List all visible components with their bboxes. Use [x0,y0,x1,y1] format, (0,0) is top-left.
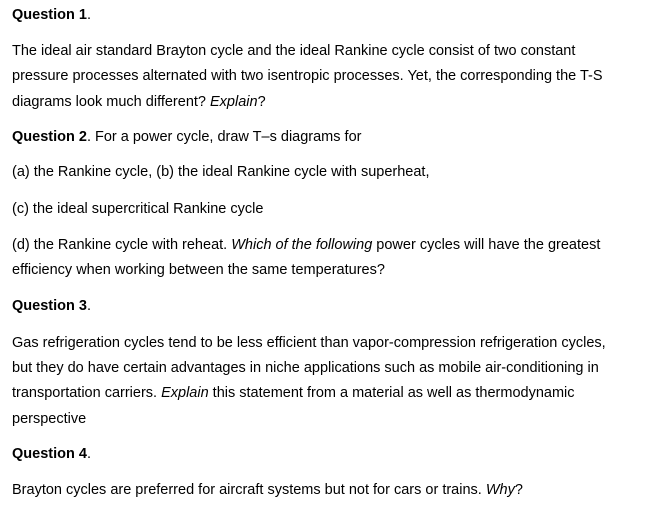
question-4-heading [12,445,91,463]
question-4-emphasis: Why [485,482,515,498]
question-3-line-3 [12,384,575,402]
question-1-line-2: pressure processes alternated with two isentropic processes. Yet, the corresponding the T-S [12,68,603,84]
question-2-part-d [12,236,600,254]
question-2-label: Question 2 [12,129,87,145]
question-3-heading [12,297,91,315]
question-3-line-1: Gas refrigeration cycles tend to be less efficient than vapor-compression refrigeration cycles, [12,335,606,351]
question-4-line-1-text: Brayton cycles are preferred for aircraft systems but not for cars or trains. [12,482,486,498]
question-3-line-2: but they do have certain advantages in niche applications such as mobile air-conditioning in [12,360,599,376]
question-1-punct: . [86,7,91,23]
question-3-line-3-text: transportation carriers. [12,385,162,401]
question-3-line-3-end: this statement from a material as well as thermodynamic [208,385,575,401]
question-2-part-d-end: power cycles will have the greatest [372,237,601,253]
question-2-emphasis: Which of the following [231,237,373,253]
question-4-line-1 [12,481,523,499]
question-2-intro: . For a power cycle, draw T–s diagrams for [86,129,362,145]
question-2-part-d-line-2: efficiency when working between the same temperatures? [12,262,385,278]
question-1-line-1: The ideal air standard Brayton cycle and the ideal Rankine cycle consist of two constant [12,43,576,59]
question-3-label: Question 3 [12,298,87,314]
question-4-punct: . [86,446,91,462]
question-3-line-4: perspective [12,411,87,427]
question-1-line-3 [12,93,266,111]
question-2-part-ab: (a) the Rankine cycle, (b) the ideal Rankine cycle with superheat, [12,164,430,180]
question-1-line-3-end: ? [257,94,266,110]
question-1-heading [12,6,91,24]
question-2-part-c: (c) the ideal supercritical Rankine cycle [12,201,264,217]
question-4-line-1-end: ? [514,482,523,498]
question-3-punct: . [86,298,91,314]
question-3-emphasis: Explain [161,385,209,401]
question-2-heading [12,128,361,146]
question-1-emphasis: Explain [210,94,258,110]
question-1-label: Question 1 [12,7,87,23]
question-1-line-3-text: diagrams look much different? [12,94,211,110]
question-2-part-d-text: (d) the Rankine cycle with reheat. [12,237,232,253]
question-4-label: Question 4 [12,446,87,462]
